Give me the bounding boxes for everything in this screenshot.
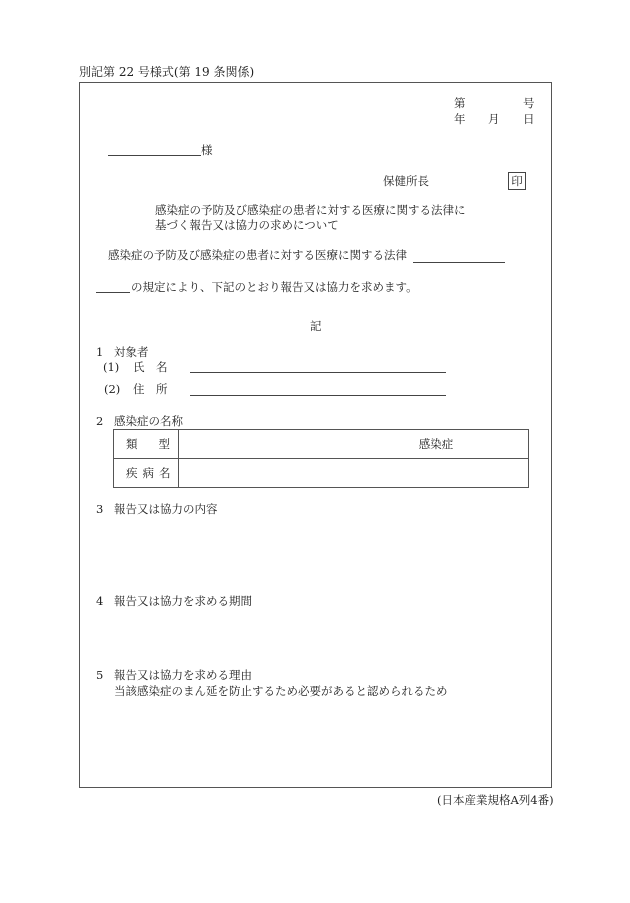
section-2-title: 感染症の名称 [114,414,183,428]
subject-line-1: 感染症の予防及び感染症の患者に対する医療に関する法律に [155,203,466,217]
table-row-type [114,430,529,459]
section-1-title: 対象者 [114,345,149,359]
section-4-number: 4 [96,594,104,608]
section-1-number: 1 [96,345,104,359]
type-label-b: 型 [158,437,170,451]
address-label-b: 所 [156,382,168,396]
name-label-b: 名 [156,360,168,374]
addressee-field[interactable] [108,155,201,156]
addressee-suffix: 様 [201,143,213,157]
address-label-number: (2) [104,382,121,396]
section-5-reason: 当該感染症のまん延を防止するため必要があると認められるため [114,684,448,698]
number-suffix: 号 [523,96,535,110]
disease-label-cell [114,459,179,488]
seal-stamp: 印 [508,172,526,190]
date-month: 月 [488,112,500,126]
section-3-number: 3 [96,502,104,516]
name-label-number: (1) [103,360,120,374]
section-5-title: 報告又は協力を求める理由 [114,668,252,682]
section-5-number: 5 [96,668,104,682]
date-day: 日 [523,112,535,126]
number-prefix: 第 [454,96,466,110]
body-line-2: の規定により、下記のとおり報告又は協力を求めます。 [131,280,418,294]
type-label-cell [114,430,179,459]
section-3-title: 報告又は協力の内容 [114,502,218,516]
address-label-a: 住 [133,382,145,396]
body-line-1: 感染症の予防及び感染症の患者に対する医療に関する法律 [108,248,407,262]
name-label-a: 氏 [133,360,145,374]
law-article-field-cont[interactable] [96,292,130,293]
date-year: 年 [454,112,466,126]
section-4-title: 報告又は協力を求める期間 [114,594,252,608]
target-address-field[interactable] [190,395,446,396]
law-article-field[interactable] [413,262,505,263]
paper-size-note: (日本産業規格A列4番) [437,793,554,807]
target-name-field[interactable] [190,372,446,373]
disease-table [113,429,529,488]
form-caption: 別記第 22 号様式(第 19 条関係) [79,65,255,79]
type-value-cell[interactable] [179,430,529,459]
subject-line-2: 基づく報告又は協力の求めについて [155,218,339,232]
disease-value-cell[interactable] [179,459,529,488]
type-value: 感染症 [418,437,454,451]
issuer-title: 保健所長 [383,174,429,188]
type-label-a: 類 [126,437,138,451]
disease-label: 疾病名 [126,466,176,480]
ki-heading: 記 [310,319,322,333]
section-2-number: 2 [96,414,104,428]
table-row-disease [114,459,529,488]
